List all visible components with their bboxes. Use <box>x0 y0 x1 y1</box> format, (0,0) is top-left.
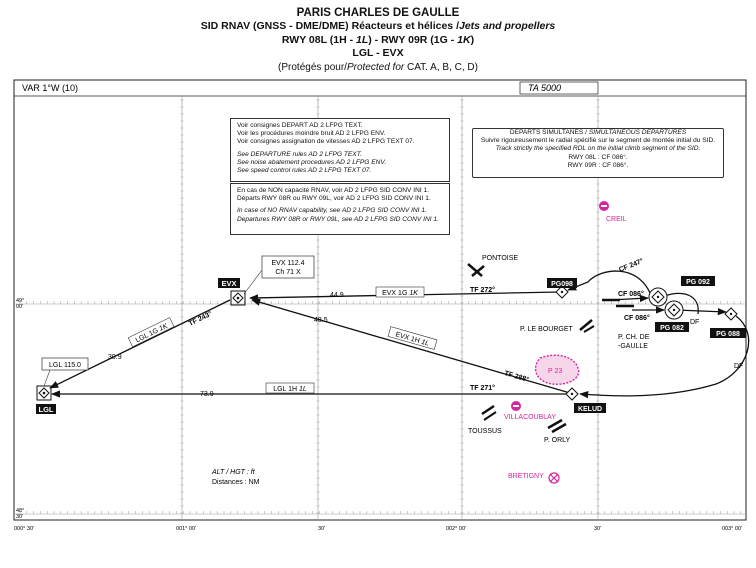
transition-altitude: TA 5000 <box>528 83 562 93</box>
lat-48-min-label: 30' <box>16 514 24 520</box>
kelud-waypoint-icon <box>566 388 578 400</box>
lgl-frequency: LGL 115.0 <box>49 362 81 369</box>
cf086b-label: CF 086° <box>624 315 650 322</box>
lgl1g-label: LGL 1G 1K <box>134 322 169 345</box>
tf243-label: TF 243° <box>187 310 214 328</box>
lgl-box-leader <box>44 370 50 386</box>
pg092-label: PG 092 <box>686 279 710 286</box>
box3-title: DEPARTS SIMULTANES / SIMULTANEOUS DEPARTURES <box>507 129 689 137</box>
lgl1g-label-group <box>128 318 174 347</box>
cf086a-label: CF 086° <box>618 291 644 298</box>
evx1h-label: EVX 1H 1L <box>394 331 430 348</box>
rnav-capability-box <box>230 183 450 235</box>
box1-line2: Voir les procédures moindre bruit AD 2 LFPG ENV. <box>237 130 386 138</box>
box3-line2: Track strictly the specified RDL on the initial climb segment of the SID. <box>495 145 701 153</box>
route-line: LGL - EVX <box>352 47 404 59</box>
lat-48-label: 48° <box>16 508 25 514</box>
departure-rules-box <box>230 118 450 182</box>
pg092-waypoint-icon <box>649 288 667 306</box>
simultaneous-departures-box <box>472 128 724 178</box>
chart-title: PARIS CHARLES DE GAULLE <box>296 7 460 19</box>
pg088-label: PG 088 <box>716 331 740 338</box>
p23-label: P 23 <box>548 368 563 375</box>
orly-airport-icon <box>548 420 566 432</box>
villacoublay-icon <box>511 401 521 411</box>
distance-309: 30.9 <box>108 354 122 361</box>
orly-label: P. ORLY <box>544 437 571 444</box>
evx-vor-icon <box>231 291 245 305</box>
kelud-label: KELUD <box>577 406 603 413</box>
distance-449: 44.9 <box>330 292 344 299</box>
box2-line4: Departures RWY 08R or RWY 09L, see AD 2 LFPG SID CONV INI 1. <box>237 215 439 223</box>
box1-line4: See DEPARTURE rules AD 2 LFPG TEXT. <box>237 150 362 158</box>
pontoise-airport-icon <box>468 264 484 276</box>
evx1h-label-group <box>388 327 437 350</box>
bretigny-label: BRETIGNY <box>508 473 544 480</box>
lon-label-1: 001° 00' <box>176 526 197 532</box>
le-bourget-airport-icon <box>580 320 594 332</box>
tf271-label: TF 271° <box>470 385 495 392</box>
pg098-label: PG098 <box>551 281 573 288</box>
creil-label: CREIL <box>606 216 627 223</box>
lgl-vor-icon <box>37 386 51 400</box>
evx-box-leader <box>244 270 262 294</box>
units-alt: ALT / HGT : ft <box>212 469 255 476</box>
df1-label: DF <box>690 319 700 326</box>
evx-channel: Ch 71 X <box>275 269 301 276</box>
lon-label-5: 003° 00' <box>722 526 743 532</box>
pg088-waypoint-icon <box>725 308 737 320</box>
creil-icon <box>599 201 609 211</box>
box1-line1: Voir consignes DEPART AD 2 LFPG TEXT. <box>237 122 363 129</box>
lat-49-min-label: 00' <box>16 304 24 310</box>
df2-label: DF <box>734 363 744 370</box>
distance-485: 48.5 <box>314 317 328 324</box>
protection-line: (Protégés pour/Protected for CAT. A, B, C, D) <box>278 61 478 73</box>
box3-line1: Suivre rigoureusement le radial spécifié sur le segment de montée initial du SID. <box>480 137 716 145</box>
bretigny-icon <box>549 473 559 483</box>
runway-line: RWY 08L (1H - 1L) - RWY 09R (1G - 1K) <box>281 33 475 46</box>
box2-line3: In case of NO RNAV capability, see AD 2 LFPG SID CONV INI 1. <box>237 207 427 215</box>
lon-label-2: 30' <box>318 526 326 532</box>
cdg-label-1: P. CH. DE <box>618 334 650 341</box>
lon-label-3: 002° 00' <box>446 526 467 532</box>
le-bourget-label: P. LE BOURGET <box>520 326 573 333</box>
lat-49-label: 49° <box>16 298 25 304</box>
lgl1h-label: LGL 1H 1L <box>273 386 307 393</box>
variation-label: VAR 1°W (10) <box>22 83 78 93</box>
lon-label-0: 000° 30' <box>14 526 35 532</box>
pg082-waypoint-icon <box>665 301 683 319</box>
evx1g-label: EVX 1G 1K <box>382 290 418 297</box>
units-dist: Distances : NM <box>212 479 260 486</box>
box2-line1: En cas de NON capacité RNAV, voir AD 2 LFPG SID CONV INI 1. <box>237 187 430 194</box>
procedure-title: SID RNAV (GNSS - DME/DME) Réacteurs et hélices /Jets and propellers <box>200 20 556 32</box>
tf272-label: TF 272° <box>470 287 495 294</box>
toussus-label: TOUSSUS <box>468 428 502 435</box>
lon-label-4: 30' <box>594 526 602 532</box>
cf247-label: CF 247° <box>618 257 645 274</box>
box2-line2: Départs RWY 08R ou RWY 09L, voir AD 2 LFPG SID CONV INI 1. <box>237 195 431 203</box>
pontoise-label: PONTOISE <box>482 255 519 262</box>
lgl-label: LGL <box>38 405 54 414</box>
cdg-label-2: -GAULLE <box>618 343 648 350</box>
distance-739: 73.9 <box>200 391 214 398</box>
box3-line3: RWY 08L : CF 086°. <box>568 153 628 161</box>
toussus-airport-icon <box>482 406 496 420</box>
villacoublay-label: VILLACOUBLAY <box>504 414 557 421</box>
tf288-label: TF 288° <box>503 370 530 384</box>
box1-line6: See speed control rules AD 2 LFPG TEXT 07. <box>237 167 372 175</box>
box1-line3: Voir consignes assignation de vitesses AD 2 LFPG TEXT 07. <box>237 138 415 146</box>
evx-label: EVX <box>221 279 237 288</box>
route-pg082-pg088 <box>676 310 726 312</box>
cdg-runways-icon <box>602 300 634 306</box>
box1-line5: See noise abatement procedures AD 2 LFPG ENV. <box>237 158 387 166</box>
evx-frequency: EVX 112.4 <box>271 260 305 267</box>
box3-line4: RWY 09R : CF 086°. <box>567 161 629 169</box>
pg082-label: PG 082 <box>660 325 684 332</box>
